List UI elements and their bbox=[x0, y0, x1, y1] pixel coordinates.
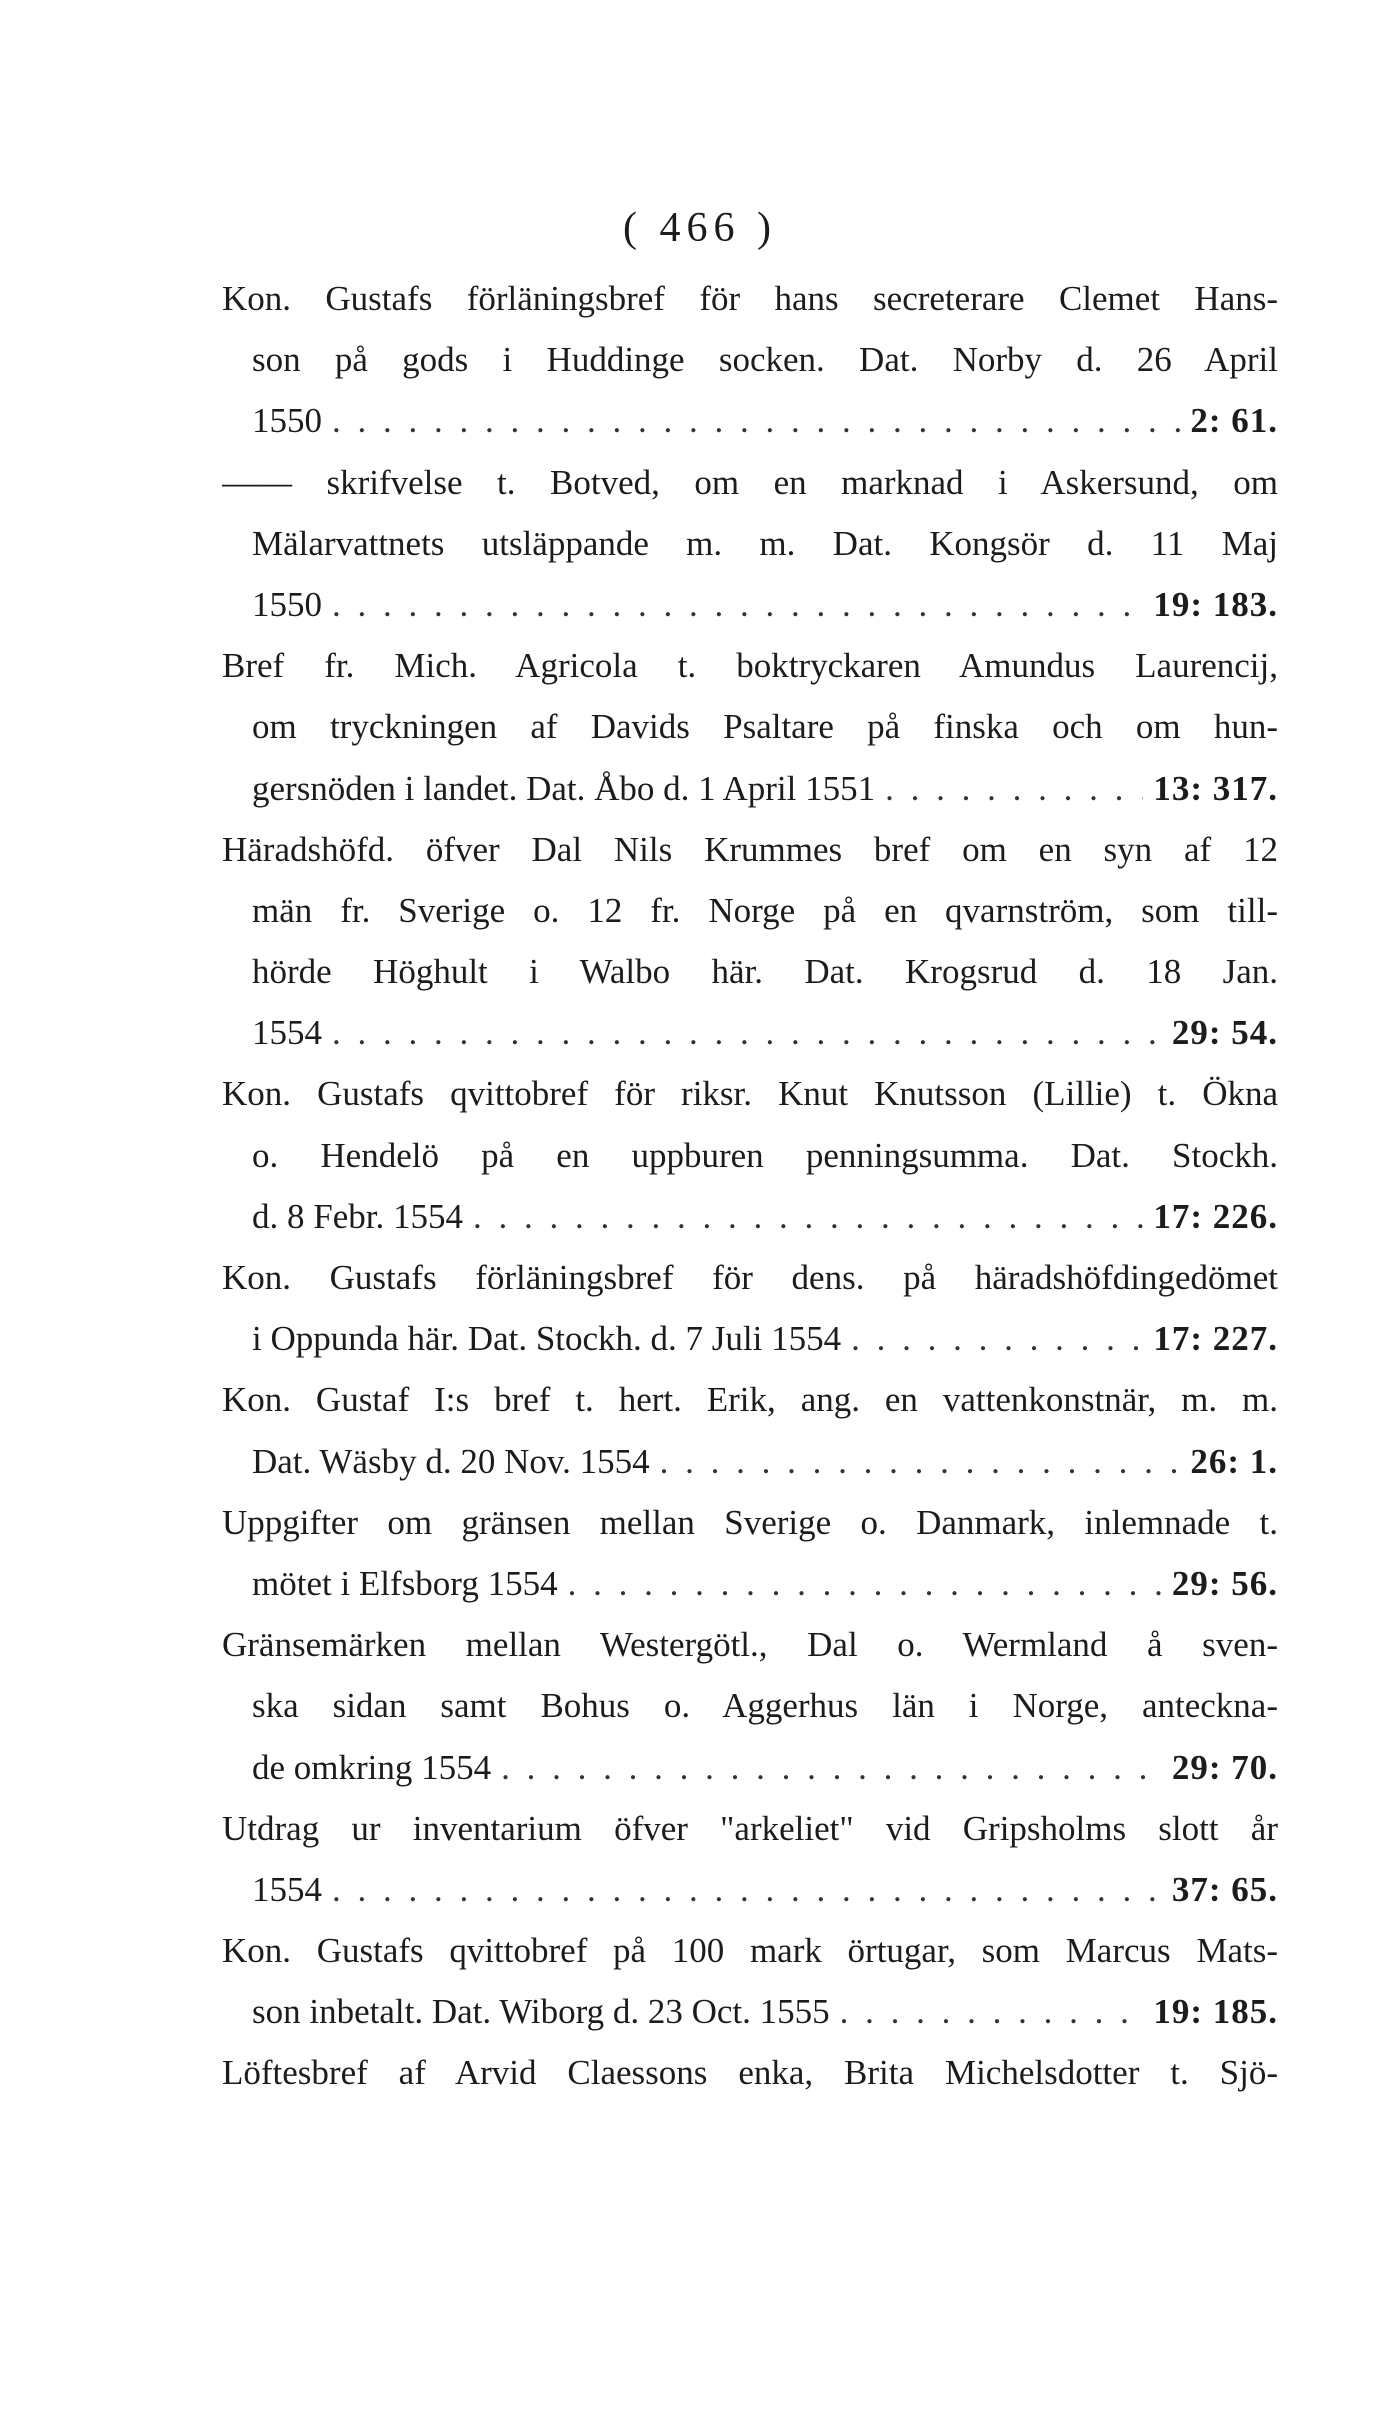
entry-line: Kon. Gustafs qvittobref för riksr. Knut Knutsson (Lillie) t. Ökna bbox=[222, 1074, 1278, 1114]
entry-last-text: son inbetalt. Dat. Wiborg d. 23 Oct. 1555 bbox=[252, 1992, 830, 2032]
entry-line: Häradshöfd. öfver Dal Nils Krummes bref om en syn af 12 bbox=[222, 829, 1278, 869]
register-entry bbox=[222, 1614, 1278, 1798]
volume-page-reference: 26: 1. bbox=[1190, 1441, 1278, 1481]
entry-last-text: gersnöden i landet. Dat. Åbo d. 1 April 1551 bbox=[252, 768, 876, 808]
register-entry bbox=[222, 1492, 1278, 1614]
entry-last-line bbox=[222, 1002, 1278, 1063]
register-entry bbox=[222, 268, 1278, 452]
volume-page-reference: 17: 226. bbox=[1153, 1196, 1278, 1236]
volume-page-reference: 37: 65. bbox=[1171, 1869, 1278, 1909]
entry-line: om tryckningen af Davids Psaltare på finska och om hun- bbox=[252, 707, 1278, 747]
entry-last-text: 1554 bbox=[252, 1013, 322, 1053]
entry-line: —— skrifvelse t. Botved, om en marknad i Askersund, om bbox=[222, 462, 1278, 502]
entry-line: Kon. Gustaf I:s bref t. hert. Erik, ang. en vattenkonstnär, m. m. bbox=[222, 1380, 1278, 1420]
entry-last-line bbox=[222, 1859, 1278, 1920]
register-entry bbox=[222, 819, 1278, 1064]
entry-last-line bbox=[222, 390, 1278, 451]
entry-last-line bbox=[222, 1308, 1278, 1369]
volume-page-reference: 13: 317. bbox=[1153, 768, 1278, 808]
dot-leader bbox=[473, 1186, 1143, 1247]
entry-line: Uppgifter om gränsen mellan Sverige o. Danmark, inlemnade t. bbox=[222, 1502, 1278, 1542]
volume-page-reference: 17: 227. bbox=[1153, 1319, 1278, 1359]
entry-last-line bbox=[222, 1737, 1278, 1798]
dot-leader bbox=[885, 758, 1143, 819]
volume-page-reference: 19: 183. bbox=[1153, 584, 1278, 624]
register-entry bbox=[222, 1798, 1278, 1920]
volume-page-reference: 29: 70. bbox=[1171, 1747, 1278, 1787]
register-entry bbox=[222, 1063, 1278, 1247]
entry-last-text: 1550 bbox=[252, 584, 322, 624]
entry-line: Bref fr. Mich. Agricola t. boktryckaren Amundus Laurencij, bbox=[222, 646, 1278, 686]
register-entry bbox=[222, 635, 1278, 819]
dot-leader bbox=[332, 574, 1143, 635]
page-number: ( 466 ) bbox=[623, 205, 777, 251]
entry-line: Kon. Gustafs qvittobref på 100 mark örtugar, som Marcus Mats- bbox=[222, 1931, 1278, 1971]
dot-leader bbox=[568, 1553, 1162, 1614]
entry-last-line bbox=[222, 1553, 1278, 1614]
entry-line: Mälarvattnets utsläppande m. m. Dat. Kongsör d. 11 Maj bbox=[252, 523, 1278, 563]
entry-list bbox=[222, 268, 1278, 2104]
register-entry bbox=[222, 2042, 1278, 2103]
register-entry bbox=[222, 452, 1278, 636]
entry-last-text: i Oppunda här. Dat. Stockh. d. 7 Juli 1554 bbox=[252, 1319, 842, 1359]
entry-last-line bbox=[222, 1431, 1278, 1492]
dot-leader bbox=[840, 1981, 1144, 2042]
entry-line: Kon. Gustafs förläningsbref för hans secreterare Clemet Hans- bbox=[222, 279, 1278, 318]
entry-last-line bbox=[222, 1981, 1278, 2042]
dot-leader bbox=[501, 1737, 1162, 1798]
volume-page-reference: 29: 56. bbox=[1171, 1563, 1278, 1603]
dot-leader bbox=[332, 1859, 1162, 1920]
volume-page-reference: 29: 54. bbox=[1171, 1013, 1278, 1053]
entry-line: son på gods i Huddinge socken. Dat. Norby d. 26 April bbox=[252, 340, 1278, 380]
entry-last-text: mötet i Elfsborg 1554 bbox=[252, 1563, 558, 1603]
entry-last-line bbox=[222, 574, 1278, 635]
volume-page-reference: 2: 61. bbox=[1190, 401, 1278, 441]
dot-leader bbox=[660, 1431, 1181, 1492]
entry-line: ska sidan samt Bohus o. Aggerhus län i Norge, anteckna- bbox=[252, 1686, 1278, 1726]
dot-leader bbox=[332, 390, 1180, 451]
entry-last-text: d. 8 Febr. 1554 bbox=[252, 1196, 463, 1236]
volume-page-reference: 19: 185. bbox=[1153, 1992, 1278, 2032]
entry-line: Gränsemärken mellan Westergötl., Dal o. Wermland å sven- bbox=[222, 1625, 1278, 1665]
register-entry bbox=[222, 1247, 1278, 1369]
entry-line: män fr. Sverige o. 12 fr. Norge på en qvarnström, som till- bbox=[252, 890, 1278, 930]
entry-last-line bbox=[222, 1186, 1278, 1247]
entry-last-text: 1554 bbox=[252, 1869, 322, 1909]
entry-last-text: de omkring 1554 bbox=[252, 1747, 492, 1787]
register-entry bbox=[222, 1920, 1278, 2042]
entry-last-text: 1550 bbox=[252, 401, 322, 441]
entry-line: Kon. Gustafs förläningsbref för dens. på häradshöfdingedömet bbox=[222, 1258, 1278, 1297]
entry-line: o. Hendelö på en uppburen penningsumma. Dat. Stockh. bbox=[252, 1135, 1278, 1175]
entry-line: hörde Höghult i Walbo här. Dat. Krogsrud d. 18 Jan. bbox=[252, 952, 1278, 992]
dot-leader bbox=[332, 1002, 1162, 1063]
entry-last-line bbox=[222, 758, 1278, 819]
entry-line: Löftesbref af Arvid Claessons enka, Brita Michelsdotter t. Sjö- bbox=[222, 2053, 1278, 2093]
entry-last-text: Dat. Wäsby d. 20 Nov. 1554 bbox=[252, 1441, 650, 1481]
entry-line: Utdrag ur inventarium öfver "arkeliet" vid Gripsholms slott år bbox=[222, 1808, 1278, 1848]
register-entry bbox=[222, 1369, 1278, 1491]
dot-leader bbox=[851, 1308, 1143, 1369]
